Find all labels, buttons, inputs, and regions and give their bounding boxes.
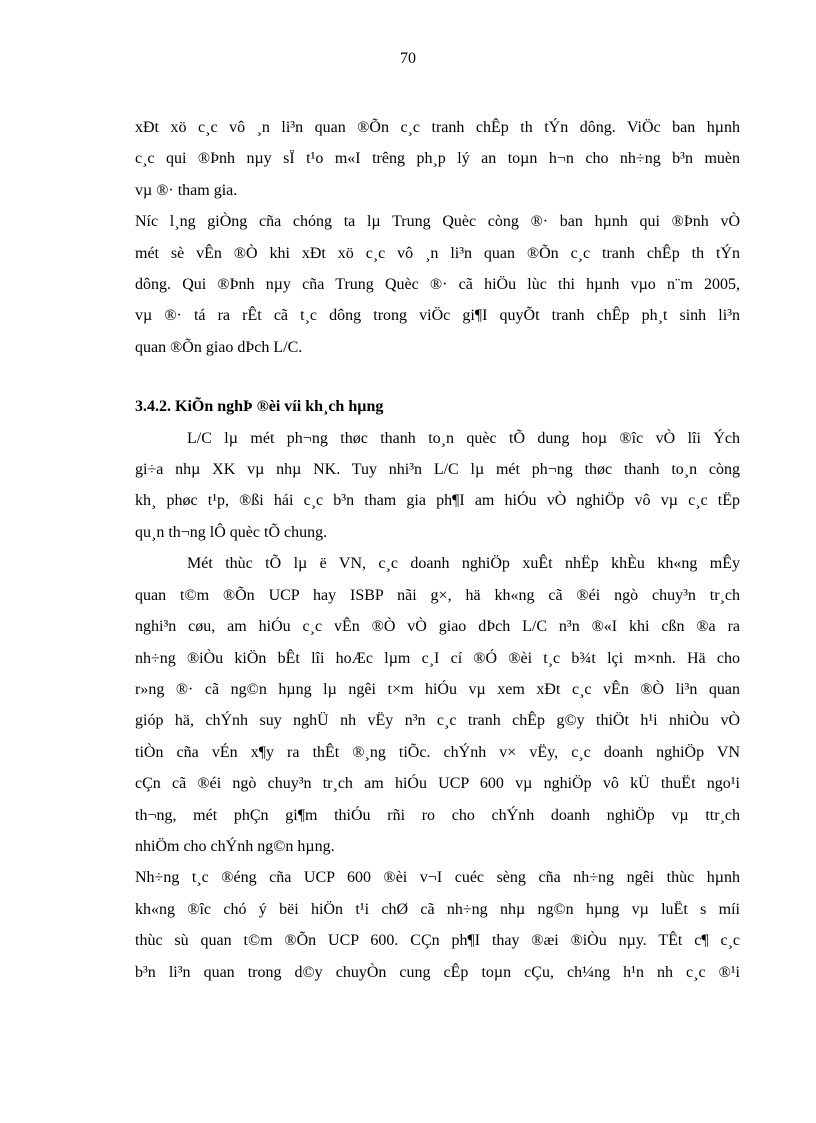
- text-line: qu¸n th¬ng lÔ quèc tÕ chung.: [135, 523, 328, 541]
- text-line: thùc sù quan t©m ®Õn UCP 600. CÇn ph¶I thay ®æi ®iÒu nµy. TÊt c¶ c¸c: [135, 932, 740, 950]
- text-line: dông. Qui ®Þnh nµy cña Trung Quèc ®· cã hiÖu lùc thi hµnh vµo n¨m 2005,: [135, 276, 740, 294]
- page-number: 70: [400, 50, 416, 67]
- text-line: xĐt xö c¸c vô ¸n li³n quan ®Õn c¸c tranh chÊp th tÝn dông. ViÖc ban hµnh: [135, 119, 740, 136]
- text-line: nh÷ng ®iÒu kiÖn bÊt lîi hoÆc lµm c¸I cí ®Ó ®èi t¸c b¾t lçi m×nh. Hä cho: [135, 649, 740, 667]
- document-body: [135, 112, 740, 988]
- text-line: L/C lµ mét ph¬ng thøc thanh to¸n quèc tÕ dung hoµ ®îc vÒ lîi Ých: [187, 429, 740, 447]
- text-line: vµ ®· tá ra rÊt cã t¸c dông trong viÖc gi¶I quyÕt tranh chÊp ph¸t sinh li³n: [135, 307, 740, 325]
- paragraph: [135, 423, 740, 549]
- text-line: nghi³n cøu, am hiÓu c¸c vÊn ®Ò vÒ giao dÞch L/C n³n ®«I khi cßn ®a ra: [135, 618, 740, 636]
- text-line: r»ng ®· cã ng©n hµng lµ ngêi t×m hiÓu vµ xem xĐt c¸c vÊn ®Ò li³n quan: [135, 680, 740, 698]
- text-line: kh«ng ®îc chó ý bëi hiÖn t¹i chØ cã nh÷ng nhµ ng©n hµng vµ luËt s míi: [135, 900, 740, 918]
- text-line: c¸c qui ®Þnh nµy sÏ t¹o m«I trêng ph¸p lý an toµn h¬n cho nh÷ng b³n muèn: [135, 150, 740, 168]
- text-line: nhiÖm cho chÝnh ng©n hµng.: [135, 837, 335, 855]
- text-line: quan t©m ®Õn UCP hay ISBP nãi g×, hä kh«ng cã ®éi ngò chuy³n tr¸ch: [135, 586, 740, 604]
- text-line: Níc l¸ng giÒng cña chóng ta lµ Trung Quèc còng ®· ban hµnh qui ®Þnh vÒ: [135, 213, 740, 231]
- text-line: gióp hä, chÝnh suy nghÜ nh vËy n³n c¸c tranh chÊp g©y thiÖt h¹i nhiÒu vÒ: [135, 712, 740, 730]
- text-line: gi÷a nhµ XK vµ nhµ NK. Tuy nhi³n L/C lµ mét ph¬ng thøc thanh to¸n còng: [135, 461, 740, 479]
- section-heading: [135, 391, 740, 422]
- section-heading-text: 3.4.2. KiÕn nghÞ ®èi víi kh¸ch hµng: [135, 398, 384, 416]
- text-line: Nh÷ng t¸c ®éng cña UCP 600 ®èi v¬I cuéc sèng cña nh÷ng ngêi thùc hµnh: [135, 869, 740, 887]
- text-line: Mét thùc tÕ lµ ë VN, c¸c doanh nghiÖp xuÊt nhËp khÈu kh«ng mÊy: [187, 555, 740, 573]
- text-line: th¬ng, mét phÇn gi¶m thiÓu rñi ro cho chÝnh doanh nghiÖp vµ ttr¸ch: [135, 806, 740, 824]
- paragraph: [135, 112, 740, 206]
- text-line: b³n li³n quan trong d©y chuyÒn cung cÊp toµn cÇu, ch¼ng h¹n nh c¸c ®¹i: [135, 963, 740, 981]
- paragraph: [135, 206, 740, 363]
- text-line: cÇn cã ®éi ngò chuy³n tr¸ch am hiÓu UCP 600 vµ nghiÖp vô kÜ thuËt ngo¹i: [135, 775, 740, 793]
- paragraph: [135, 548, 740, 862]
- text-line: mét sè vÊn ®Ò khi xĐt xö c¸c vô ¸n li³n quan ®Õn c¸c tranh chÊp th tÝn: [135, 244, 740, 262]
- text-line: tiÒn cña vÉn x¶y ra thÊt ®¸ng tiÕc. chÝnh v× vËy, c¸c doanh nghiÖp VN: [135, 743, 740, 761]
- text-line: vµ ®· tham gia.: [135, 181, 238, 199]
- text-line: kh¸ phøc t¹p, ®ßi hái c¸c b³n tham gia ph¶I am hiÓu vÒ nghiÖp vô vµ c¸c tËp: [135, 492, 740, 510]
- paragraph: [135, 862, 740, 988]
- text-line: quan ®Õn giao dÞch L/C.: [135, 338, 303, 356]
